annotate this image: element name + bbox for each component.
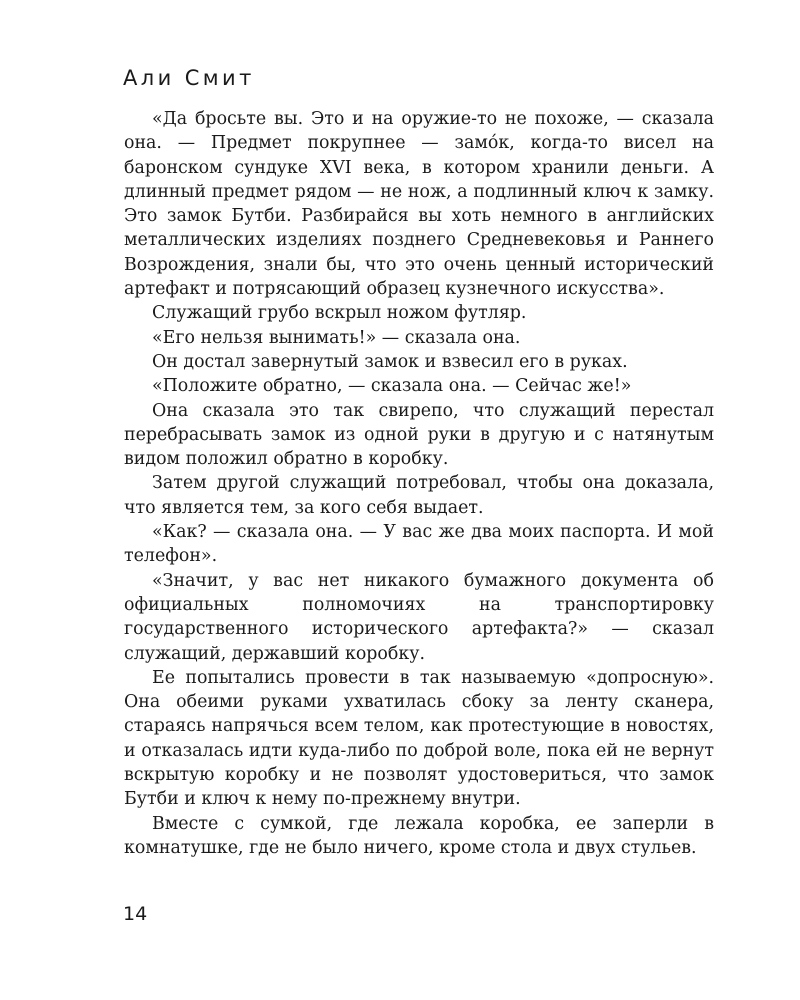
body-text (124, 107, 714, 860)
running-header-author: Али Смит (123, 66, 255, 90)
paragraph: «Значит, у вас нет никакого бумажного документа об официальных полномочиях на транспортировку государственного исторического артефакта?» — сказал служащий, державший коробку. (124, 570, 714, 664)
paragraph: Служащий грубо вскрыл ножом футляр. (152, 303, 527, 324)
paragraph: «Положите обратно, — сказала она. — Сейчас же!» (152, 376, 632, 397)
paragraph: Он достал завернутый замок и взвесил его в руках. (152, 351, 628, 372)
paragraph: Вместе с сумкой, где лежала коробка, ее заперли в комнатушке, где не было ничего, кроме стола и двух стульев. (124, 813, 714, 858)
paragraph: «Да бросьте вы. Это и на оружие-то не похоже, — сказала она. — Предмет покрупнее — замо́к, когда-то висел на баронском сундуке XVI века, в котором хранили деньги. А длинный предмет рядом — не нож, а подлинный ключ к замку. Это замок Бутби. Разбирайся вы хоть немного в английских металлических изделиях позднего Средневековья и Раннего Возрождения, знали бы, что это очень ценный исторический артефакт и потрясающий образец кузнечного искусства». (124, 109, 714, 300)
page-number: 14 (123, 903, 148, 925)
paragraph: Затем другой служащий потребовал, чтобы она доказала, что является тем, за кого себя выдает. (124, 473, 714, 518)
paragraph: «Его нельзя вынимать!» — сказала она. (152, 327, 521, 348)
paragraph: Она сказала это так свирепо, что служащий перестал перебрасывать замок из одной руки в другую и с натянутым видом положил обратно в коробку. (124, 400, 714, 470)
paragraph: Ее попытались провести в так называемую «допросную». Она обеими руками ухватилась сбоку за ленту сканера, стараясь напрячься всем телом, как протестующие в новостях, и отказалась идти куда-либо по доброй воле, пока ей не вернут вскрытую коробку и не позволят удостовериться, что замок Бутби и ключ к нему по-прежнему внутри. (124, 667, 714, 810)
paragraph: «Как? — сказала она. — У вас же два моих паспорта. И мой телефон». (124, 522, 714, 567)
